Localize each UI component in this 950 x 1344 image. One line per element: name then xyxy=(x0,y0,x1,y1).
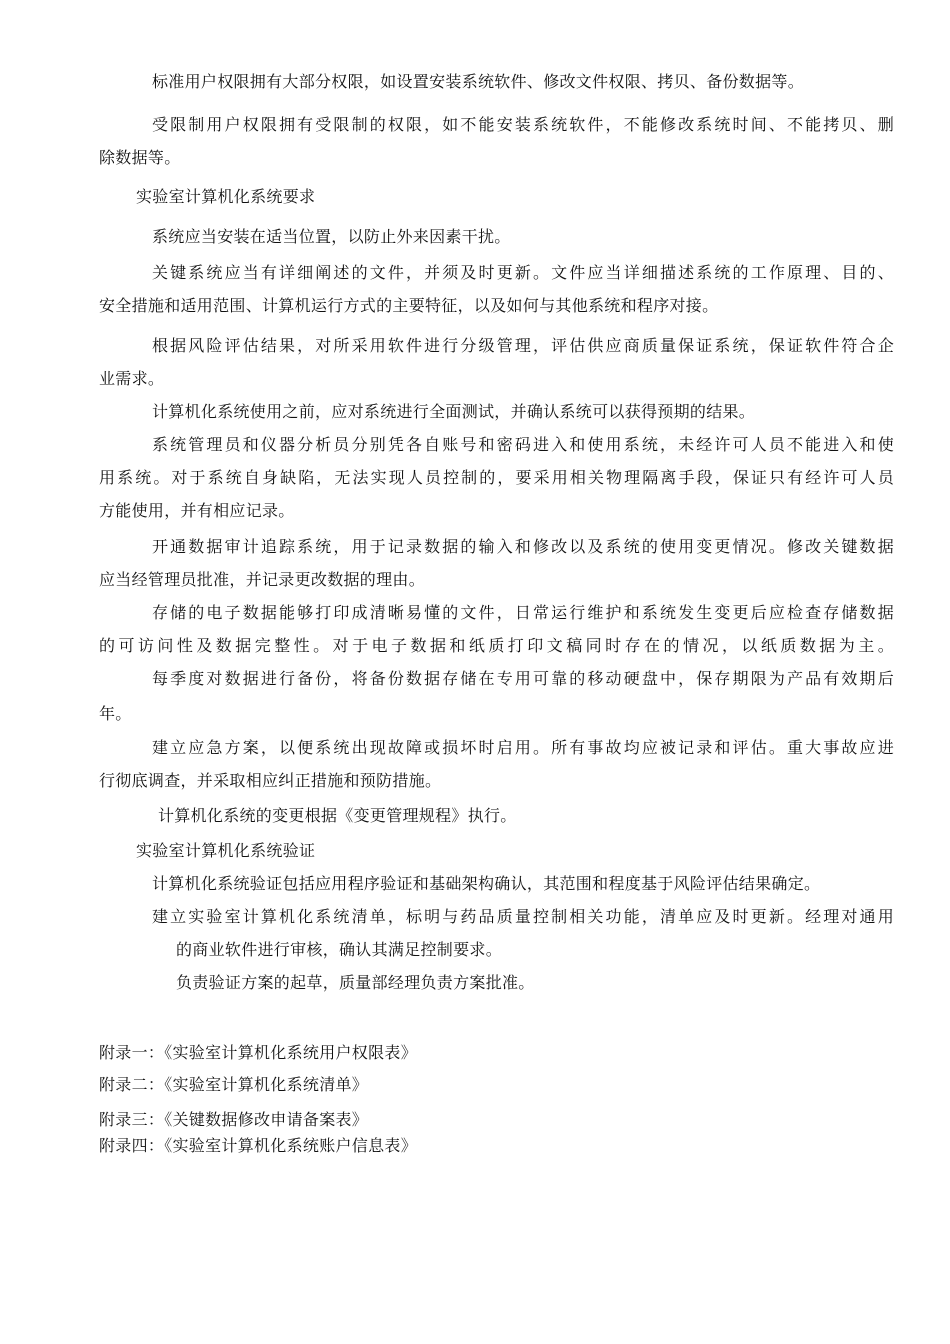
paragraph-risk-based-software-line1: 根据风险评估结果，对所采用软件进行分级管理，评估供应商质量保证系统，保证软件符合企 xyxy=(152,336,894,355)
paragraph-validation-scope: 计算机化系统验证包括应用程序验证和基础架构确认，其范围和程度基于风险评估结果确定。 xyxy=(152,874,821,893)
appendix-item-2: 附录二：《实验室计算机化系统清单》 xyxy=(99,1075,369,1094)
paragraph-key-system-docs-line1: 关键系统应当有详细阐述的文件，并须及时更新。文件应当详细描述系统的工作原理、目的、 xyxy=(152,263,894,282)
paragraph-key-system-docs-line2: 安全措施和适用范围、计算机运行方式的主要特征，以及如何与其他系统和程序对接。 xyxy=(99,296,719,315)
paragraph-quarterly-backup-line1: 每季度对数据进行备份，将备份数据存储在专用可靠的移动硬盘中，保存期限为产品有效期后 xyxy=(152,669,894,688)
paragraph-validation-protocol: 负责验证方案的起草，质量部经理负责方案批准。 xyxy=(176,973,535,992)
paragraph-restricted-user-permissions-line2: 除数据等。 xyxy=(99,148,181,167)
paragraph-audit-trail-line1: 开通数据审计追踪系统，用于记录数据的输入和修改以及系统的使用变更情况。修改关键数据 xyxy=(152,537,894,556)
paragraph-emergency-plan-line1: 建立应急方案，以便系统出现故障或损坏时启用。所有事故均应被记录和评估。重大事故应进 xyxy=(152,738,894,757)
appendix-item-1: 附录一：《实验室计算机化系统用户权限表》 xyxy=(99,1043,418,1062)
paragraph-pre-use-testing: 计算机化系统使用之前，应对系统进行全面测试，并确认系统可以获得预期的结果。 xyxy=(152,402,756,421)
paragraph-emergency-plan-line2: 行彻底调查，并采取相应纠正措施和预防措施。 xyxy=(99,771,442,790)
paragraph-system-inventory-line1: 建立实验室计算机化系统清单，标明与药品质量控制相关功能，清单应及时更新。经理对通用 xyxy=(152,907,894,926)
paragraph-standard-user-permissions: 标准用户权限拥有大部分权限，如设置安装系统软件、修改文件权限、拷贝、备份数据等。 xyxy=(152,72,805,91)
paragraph-change-control: 计算机化系统的变更根据《变更管理规程》执行。 xyxy=(158,806,517,825)
paragraph-data-storage-line2: 的可访问性及数据完整性。对于电子数据和纸质打印文稿同时存在的情况，以纸质数据为主。 xyxy=(99,636,894,655)
appendix-item-4: 附录四：《实验室计算机化系统账户信息表》 xyxy=(99,1136,418,1155)
paragraph-risk-based-software-line2: 业需求。 xyxy=(99,369,165,388)
paragraph-audit-trail-line2: 应当经管理员批准，并记录更改数据的理由。 xyxy=(99,570,426,589)
paragraph-access-control-line2: 用系统。对于系统自身缺陷，无法实现人员控制的，要采用相关物理隔离手段，保证只有经许可人员 xyxy=(99,468,894,487)
paragraph-installation-location: 系统应当安装在适当位置，以防止外来因素干扰。 xyxy=(152,227,511,246)
paragraph-data-storage-line1: 存储的电子数据能够打印成清晰易懂的文件，日常运行维护和系统发生变更后应检查存储数据 xyxy=(152,603,894,622)
paragraph-access-control-line3: 方能使用，并有相应记录。 xyxy=(99,501,295,520)
paragraph-system-inventory-line2: 的商业软件进行审核，确认其满足控制要求。 xyxy=(176,940,503,959)
section-heading-system-requirements: 实验室计算机化系统要求 xyxy=(136,187,316,206)
paragraph-quarterly-backup-line2: 年。 xyxy=(99,704,132,723)
paragraph-restricted-user-permissions-line1: 受限制用户权限拥有受限制的权限，如不能安装系统软件，不能修改系统时间、不能拷贝、删 xyxy=(152,115,894,134)
section-heading-system-validation: 实验室计算机化系统验证 xyxy=(136,841,316,860)
appendix-item-3: 附录三：《关键数据修改申请备案表》 xyxy=(99,1110,369,1129)
paragraph-access-control-line1: 系统管理员和仪器分析员分别凭各自账号和密码进入和使用系统，未经许可人员不能进入和使 xyxy=(152,435,894,454)
